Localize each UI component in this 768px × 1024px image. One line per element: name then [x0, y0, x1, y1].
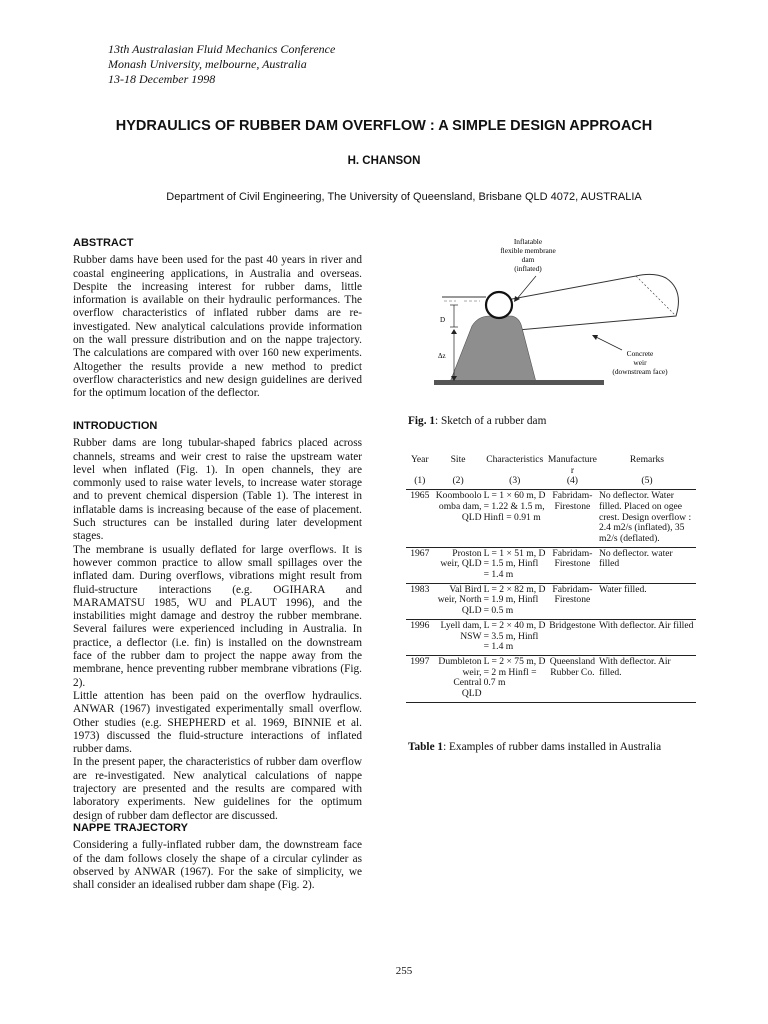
- cell-site: Lyell dam, NSW: [434, 619, 483, 655]
- cell-site: Dumbleton weir, Central QLD: [434, 655, 483, 702]
- annotation-membrane-1: Inflatable: [513, 237, 543, 246]
- table-row: [406, 490, 696, 548]
- header-number: (5): [598, 476, 696, 489]
- affiliation: Department of Civil Engineering, The University of Queensland, Brisbane QLD 4072, AUSTRALIA: [166, 191, 642, 203]
- cell-characteristics: L = 1 × 60 m, D = 1.22 & 1.5 m, Hinfl = 0.91 m: [483, 490, 547, 548]
- weir-annotation: [592, 335, 668, 376]
- header-site: Site: [450, 454, 466, 465]
- rubber-dam-cross-section: [486, 292, 512, 318]
- abstract-heading: ABSTRACT: [73, 237, 134, 249]
- cell-year: 1996: [406, 619, 434, 655]
- table-row: [406, 619, 696, 655]
- author: H. CHANSON: [347, 155, 421, 167]
- cell-manufacturer: Queensland Rubber Co.: [547, 655, 598, 702]
- table-1: [406, 455, 696, 703]
- nappe-paragraph: Considering a fully-inflated rubber dam, the downstream face of the dam follows closely the shape of a circular cylinder as observed by ANWAR (1967). For the sake of simplicity, we shall consider an idealised rubber dam shape (Fig. 2).: [73, 839, 362, 892]
- cell-characteristics: L = 2 × 40 m, D = 3.5 m, Hinfl = 1.4 m: [483, 619, 547, 655]
- table-header-row: [406, 455, 696, 476]
- water-surface: [442, 297, 486, 301]
- cell-manufacturer: Bridgestone: [547, 619, 598, 655]
- annotation-membrane-3: dam: [521, 255, 535, 264]
- ground: [434, 380, 604, 385]
- conference-line-3: 13-18 December 1998: [108, 72, 216, 86]
- cell-manufacturer: Fabridam-Firestone: [547, 583, 598, 619]
- conference-line-1: 13th Australasian Fluid Mechanics Conference: [108, 42, 336, 56]
- annotation-weir-1: Concrete: [626, 349, 654, 358]
- abstract-paragraph: Rubber dams have been used for the past 40 years in river and coastal engineering applications, in Australia and overseas. Despite the increasing interest for rubber dams, little information is available on their hydraulic performances. The overflow characteristics of inflated rubber dams are re-investigated. New analytical calculations provide information on the wall pressure distribution and on the nappe trajectory. The calculations are compared with over 160 new experiments. Altogether the results provide a new method to predict overflow characteristics and new design guidelines are derived for the optimum location of the deflector.: [73, 254, 362, 400]
- cell-characteristics: L = 2 × 75 m, D = 2 m Hinfl = 0.7 m: [483, 655, 547, 702]
- figure-1-caption-text: : Sketch of a rubber dam: [435, 415, 547, 427]
- header-year: Year: [410, 454, 429, 465]
- introduction-heading: INTRODUCTION: [73, 420, 158, 432]
- introduction-paragraph-2: The membrane is usually deflated for large overflows. It is however common practice to allow small spillages over the inflated dam. During overflows, vibrations might result from fluid-structure interactions (e.g. OGIHARA and MARAMATSU 1985, WU and PLAUT 1996), and the instabilities might damage and destroy the rubber membrane. Several failures were experienced including in Australia. In practice, a deflector (i.e. fin) is installed on the downstream face of the rubber dam to project the nappe away from the membrane, hence preventing rubber membrane vibrations (Fig. 2).: [73, 543, 362, 689]
- table-1-label: Table 1: [408, 741, 444, 753]
- annotation-membrane-4: (inflated): [514, 264, 542, 273]
- annotation-weir-2: weir: [633, 358, 647, 367]
- figure-1-caption: [408, 415, 546, 427]
- header-number: (3): [483, 476, 547, 489]
- cell-manufacturer: Fabridam-Firestone: [547, 490, 598, 548]
- annotation-membrane-2: flexible membrane: [500, 246, 556, 255]
- label-d: D: [440, 316, 446, 324]
- header-manufacturer: Manufacturer: [547, 454, 597, 476]
- nappe-section: [73, 822, 362, 892]
- table-row: [406, 547, 696, 583]
- cell-remarks: No deflector. water filled: [598, 547, 696, 583]
- cell-site: Proston weir, QLD: [434, 547, 483, 583]
- header-number: (1): [406, 476, 434, 489]
- cell-year: 1997: [406, 655, 434, 702]
- header-remarks: Remarks: [629, 454, 665, 465]
- annotation-weir-3: (downstream face): [612, 367, 668, 376]
- dimension-d: [440, 305, 458, 327]
- header-number: (4): [547, 476, 598, 489]
- cell-year: 1967: [406, 547, 434, 583]
- cell-manufacturer: Fabridam-Firestone: [547, 547, 598, 583]
- cell-characteristics: L = 1 × 51 m, D = 1.5 m, Hinfl = 1.4 m: [483, 547, 547, 583]
- cell-year: 1965: [406, 490, 434, 548]
- dimension-dz: [438, 329, 457, 381]
- cell-site: Koomboolo omba dam, QLD: [434, 490, 483, 548]
- introduction-section: [73, 420, 362, 823]
- rubber-dam-sketch: [426, 232, 688, 392]
- introduction-paragraph-4: In the present paper, the characteristics of rubber dam overflow are re-investigated. New analytical calculations of nappe trajectory are presented and the results are compared with laboratory experiments. New guidelines for the optimum design of rubber dam deflector are discussed.: [73, 756, 362, 822]
- conference-line-2: Monash University, melbourne, Australia: [108, 57, 307, 71]
- inflated-membrane-body: [496, 274, 678, 330]
- header-number: (2): [434, 476, 483, 489]
- cell-remarks: Water filled.: [598, 583, 696, 619]
- cell-characteristics: L = 2 × 82 m, D = 1.9 m, Hinfl = 0.5 m: [483, 583, 547, 619]
- introduction-paragraph-1: Rubber dams are long tubular-shaped fabrics placed across channels, streams and weir crest to raise the upstream water level when inflated (Fig. 1). In open channels, they are commonly used to raise water levels, to increase water storage and to prevent chemical dispersion (Table 1). The interest in inflatable dams is increasing because of the ease of placement. Such structures can be installed during later development stages.: [73, 437, 362, 543]
- cell-site: Val Bird weir, North QLD: [434, 583, 483, 619]
- introduction-paragraph-3: Little attention has been paid on the overflow hydraulics. ANWAR (1967) investigated experimentally small overflow. Other studies (e.g. SHEPHERD et al. 1969, BINNIE et al. 1973) discussed the fluid-structure interactions of inflated rubber dams.: [73, 689, 362, 756]
- table-row: [406, 655, 696, 702]
- header-characteristics: Characteristics: [486, 454, 544, 465]
- cell-remarks: With deflector. Air filled.: [598, 655, 696, 702]
- cell-remarks: No deflector. Water filled. Placed on ogee crest. Design overflow : 2.4 m2/s (inflated), 35 m2/s (deflated).: [598, 490, 696, 548]
- page-number: 255: [395, 965, 413, 977]
- table-1-caption-text: : Examples of rubber dams installed in Australia: [443, 741, 662, 753]
- nappe-heading: NAPPE TRAJECTORY: [73, 822, 188, 834]
- table-1-caption: [408, 741, 661, 753]
- paper-title: HYDRAULICS OF RUBBER DAM OVERFLOW : A SIMPLE DESIGN APPROACH: [115, 118, 653, 134]
- figure-1-label: Fig. 1: [408, 415, 435, 427]
- cell-remarks: With deflector. Air filled: [598, 619, 696, 655]
- abstract-section: [73, 237, 362, 401]
- label-dz: Δz: [438, 352, 446, 360]
- conference-info: [108, 42, 335, 87]
- table-header-number-row: [406, 476, 696, 489]
- table-row: [406, 583, 696, 619]
- cell-year: 1983: [406, 583, 434, 619]
